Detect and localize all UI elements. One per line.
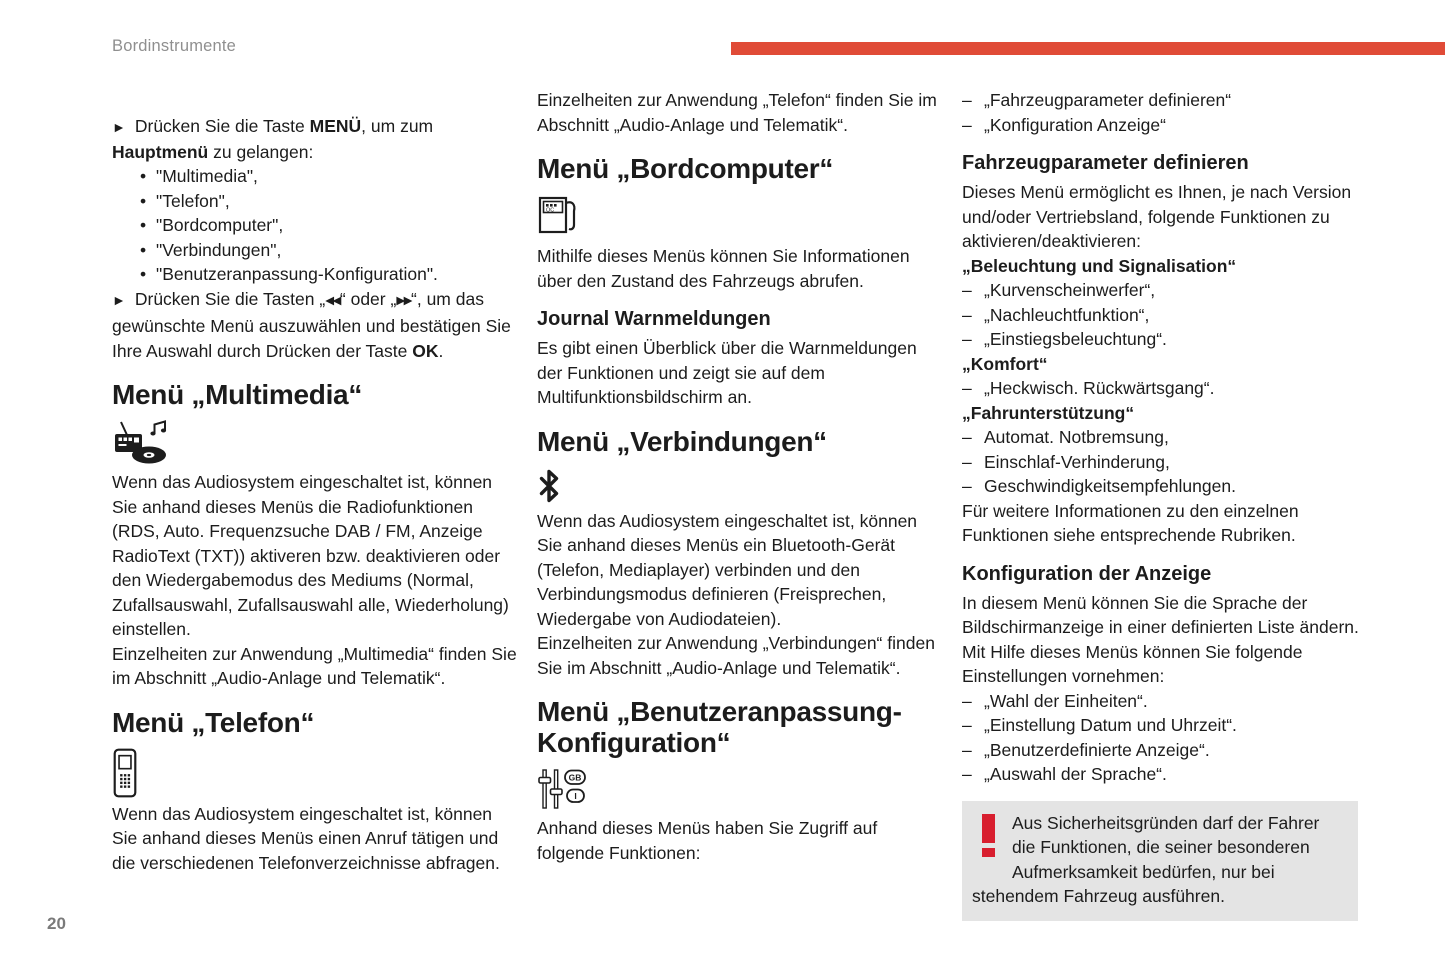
group-label: „Komfort“ (962, 353, 1048, 374)
list-item-label: „Konfiguration Anzeige“ (984, 114, 1166, 135)
list-item-label: „Einstellung Datum und Uhrzeit“. (984, 715, 1237, 735)
text-run-bold: OK (412, 340, 439, 361)
telefon-body: Wenn das Audiosystem eingeschaltet ist, können Sie anhand dieses Menüs einen Anruf tätigen und die verschiedenen Telefonverzeichnisse abfragen. (112, 803, 500, 873)
list-item (962, 738, 1368, 763)
badge-gb-label: GB (568, 772, 582, 783)
text-run: Drücken Sie die Tasten „ (134, 288, 326, 309)
dash-icon: – (962, 739, 972, 760)
list-item-label: Geschwindigkeitsempfehlungen. (984, 476, 1236, 496)
section-title-benutzeranpassung: Menü „Benutzeranpassung-Konfiguration“ (537, 696, 902, 758)
verbindungen-note: Einzelheiten zur Anwendung „Verbindungen“ finden Sie im Abschnitt „Audio-Anlage und Telematik“. (537, 633, 935, 678)
multimedia-body: Wenn das Audiosystem eingeschaltet ist, können Sie anhand dieses Menüs die Radiofunktionen (RDS, Auto. Frequenzsuche DAB / FM, Anzeige RadioText (TXT)) aktiveren bzw. deaktivieren oder den Wiedergabemodus des Mediums (Normal, Zufallsauswahl, Zufallsauswahl alle, Wiederholung) einstellen. (112, 472, 509, 639)
bullet-icon: • (140, 239, 147, 260)
step-instruction-2 (112, 287, 518, 364)
dash-icon: – (962, 280, 972, 300)
dash-icon: – (962, 378, 972, 398)
badge-i-label: I (574, 791, 577, 802)
dash-icon: – (962, 329, 972, 349)
list-item (962, 425, 1368, 450)
dash-icon: – (962, 715, 972, 735)
list-item-label: „Einstiegsbeleuchtung“. (984, 329, 1167, 349)
list-item (140, 262, 518, 287)
list-item (962, 376, 1368, 401)
section-title-telefon: Menü „Telefon“ (112, 706, 315, 738)
text-run: “ oder „ (339, 288, 397, 309)
column-3 (962, 88, 1368, 921)
list-item (962, 278, 1368, 303)
column-2 (537, 88, 943, 865)
list-item (962, 762, 1368, 787)
dash-icon: – (962, 764, 972, 784)
list-item-label: „Auswahl der Sprache“. (984, 764, 1167, 784)
list-item-label: „Nachleuchtfunktion“, (984, 304, 1150, 325)
journal-body: Es gibt einen Überblick über die Warnmeldungen der Funktionen und zeigt sie auf dem Multifunktionsbildschirm an. (537, 338, 917, 407)
step-instruction-1 (112, 114, 518, 164)
list-item (962, 88, 1368, 113)
main-menu-list (112, 164, 518, 287)
list-item-label: „Benutzerdefinierte Anzeige“. (984, 739, 1210, 760)
dash-icon: – (962, 427, 972, 447)
list-item (962, 474, 1368, 499)
list-item (140, 189, 518, 214)
warning-text: Aus Sicherheitsgründen darf der Fahrer die Funktionen, die seiner besonderen Aufmerksamkeit bedürfen, nur bei stehendem Fahrzeug ausführen. (972, 812, 1320, 906)
list-item (140, 213, 518, 238)
list-item-label: „Heckwisch. Rückwärtsgang“. (984, 378, 1215, 398)
list-item-label: Automat. Notbremsung, (984, 427, 1169, 447)
subsection-title-fahrzeugparameter: Fahrzeugparameter definieren (962, 152, 1249, 174)
fahrzeugparameter-intro: Dieses Menü ermöglicht es Ihnen, je nach Version und/oder Vertriebsland, folgende Funktionen zu aktivieren/deaktivieren: (962, 182, 1352, 251)
list-item-label: "Verbindungen", (156, 239, 282, 260)
group-label: „Beleuchtung und Signalisation“ (962, 255, 1237, 276)
bullet-icon: • (140, 264, 147, 284)
dash-icon: – (962, 476, 972, 496)
subsection-title-konfiguration: Konfiguration der Anzeige (962, 562, 1212, 585)
language-settings-icon (537, 768, 943, 812)
dash-icon: – (962, 90, 972, 110)
bullet-icon: • (140, 215, 147, 235)
group-label: „Fahrunterstützung“ (962, 402, 1135, 423)
list-item-label: "Benutzeranpassung-Konfiguration". (156, 264, 438, 284)
text-run-bold: MENÜ (309, 116, 362, 136)
konfiguration-intro: In diesem Menü können Sie die Sprache der Bildschirmanzeige in einer definierten Liste ändern. Mit Hilfe dieses Menüs können Sie folgende Einstellungen vornehmen: (962, 592, 1359, 686)
bluetooth-icon (537, 467, 943, 505)
list-item (962, 689, 1368, 714)
list-item-label: "Multimedia", (156, 166, 258, 186)
list-item-label: „Fahrzeugparameter definieren“ (984, 90, 1232, 110)
dash-icon: – (962, 114, 972, 135)
text-run: . (438, 340, 444, 361)
section-title-multimedia: Menü „Multimedia“ (112, 379, 363, 410)
list-item-label: "Bordcomputer", (156, 215, 284, 235)
dash-icon: – (962, 451, 972, 472)
bordcomputer-body: Mithilfe dieses Menüs können Sie Informationen über den Zustand des Fahrzeugs abrufen. (537, 246, 910, 291)
list-item-label: „Kurvenscheinwerfer“, (984, 280, 1156, 300)
rewind-icon: ◀◀ (325, 294, 340, 307)
list-item (962, 327, 1368, 352)
section-header: Bordinstrumente (112, 37, 237, 55)
list-item-label: "Telefon", (156, 190, 230, 211)
section-title-verbindungen: Menü „Verbindungen“ (537, 425, 827, 457)
subsection-title-journal: Journal Warnmeldungen (537, 308, 771, 330)
list-item (140, 238, 518, 263)
text-run: Drücken Sie die Taste (134, 116, 310, 136)
bullet-icon: • (140, 166, 147, 186)
radio-music-icon (112, 420, 518, 466)
pump-label: OC (546, 207, 555, 214)
list-item (962, 450, 1368, 475)
text-run: , um zum (361, 116, 434, 136)
list-item (962, 303, 1368, 328)
list-item (140, 164, 518, 189)
list-item-label: „Wahl der Einheiten“. (984, 690, 1148, 711)
text-run-bold: Hauptmenü (112, 141, 209, 162)
telefon-note: Einzelheiten zur Anwendung „Telefon“ finden Sie im Abschnitt „Audio-Anlage und Telematik“. (537, 90, 937, 135)
fuel-pump-icon (537, 194, 943, 240)
accent-bar (731, 42, 1445, 55)
benutzeranpassung-body: Anhand dieses Menüs haben Sie Zugriff auf folgende Funktionen: (537, 818, 878, 863)
exclamation-icon (982, 814, 996, 860)
step-arrow-icon: ► (112, 291, 126, 308)
column-1 (112, 114, 518, 875)
safety-warning-box (962, 801, 1358, 921)
multimedia-note: Einzelheiten zur Anwendung „Multimedia“ finden Sie im Abschnitt „Audio-Anlage und Telematik“. (112, 643, 517, 688)
list-item (962, 113, 1368, 138)
page-number: 20 (47, 914, 66, 933)
mobile-phone-icon (112, 748, 518, 798)
step-arrow-icon: ► (112, 119, 126, 135)
text-run: “, um das gewünschte Menü auszuwählen und bestätigen Sie Ihre Auswahl durch Drücken der Taste (112, 288, 511, 361)
dash-icon: – (962, 304, 972, 325)
bullet-icon: • (140, 190, 147, 211)
verbindungen-body: Wenn das Audiosystem eingeschaltet ist, können Sie anhand dieses Menüs ein Bluetooth-Gerät (Telefon, Mediaplayer) verbinden und den Verbindungsmodus definieren (Freisprechen, Wiedergabe von Audiodateien). (537, 510, 918, 629)
dash-icon: – (962, 690, 972, 711)
fahrzeugparameter-outro: Für weitere Informationen zu den einzelnen Funktionen siehe entsprechende Rubriken. (962, 500, 1299, 545)
fast-forward-icon: ▶▶ (396, 294, 412, 307)
list-item (962, 713, 1368, 738)
section-title-bordcomputer: Menü „Bordcomputer“ (537, 153, 834, 184)
list-item-label: Einschlaf-Verhinderung, (984, 451, 1170, 472)
text-run: zu gelangen: (208, 141, 314, 162)
